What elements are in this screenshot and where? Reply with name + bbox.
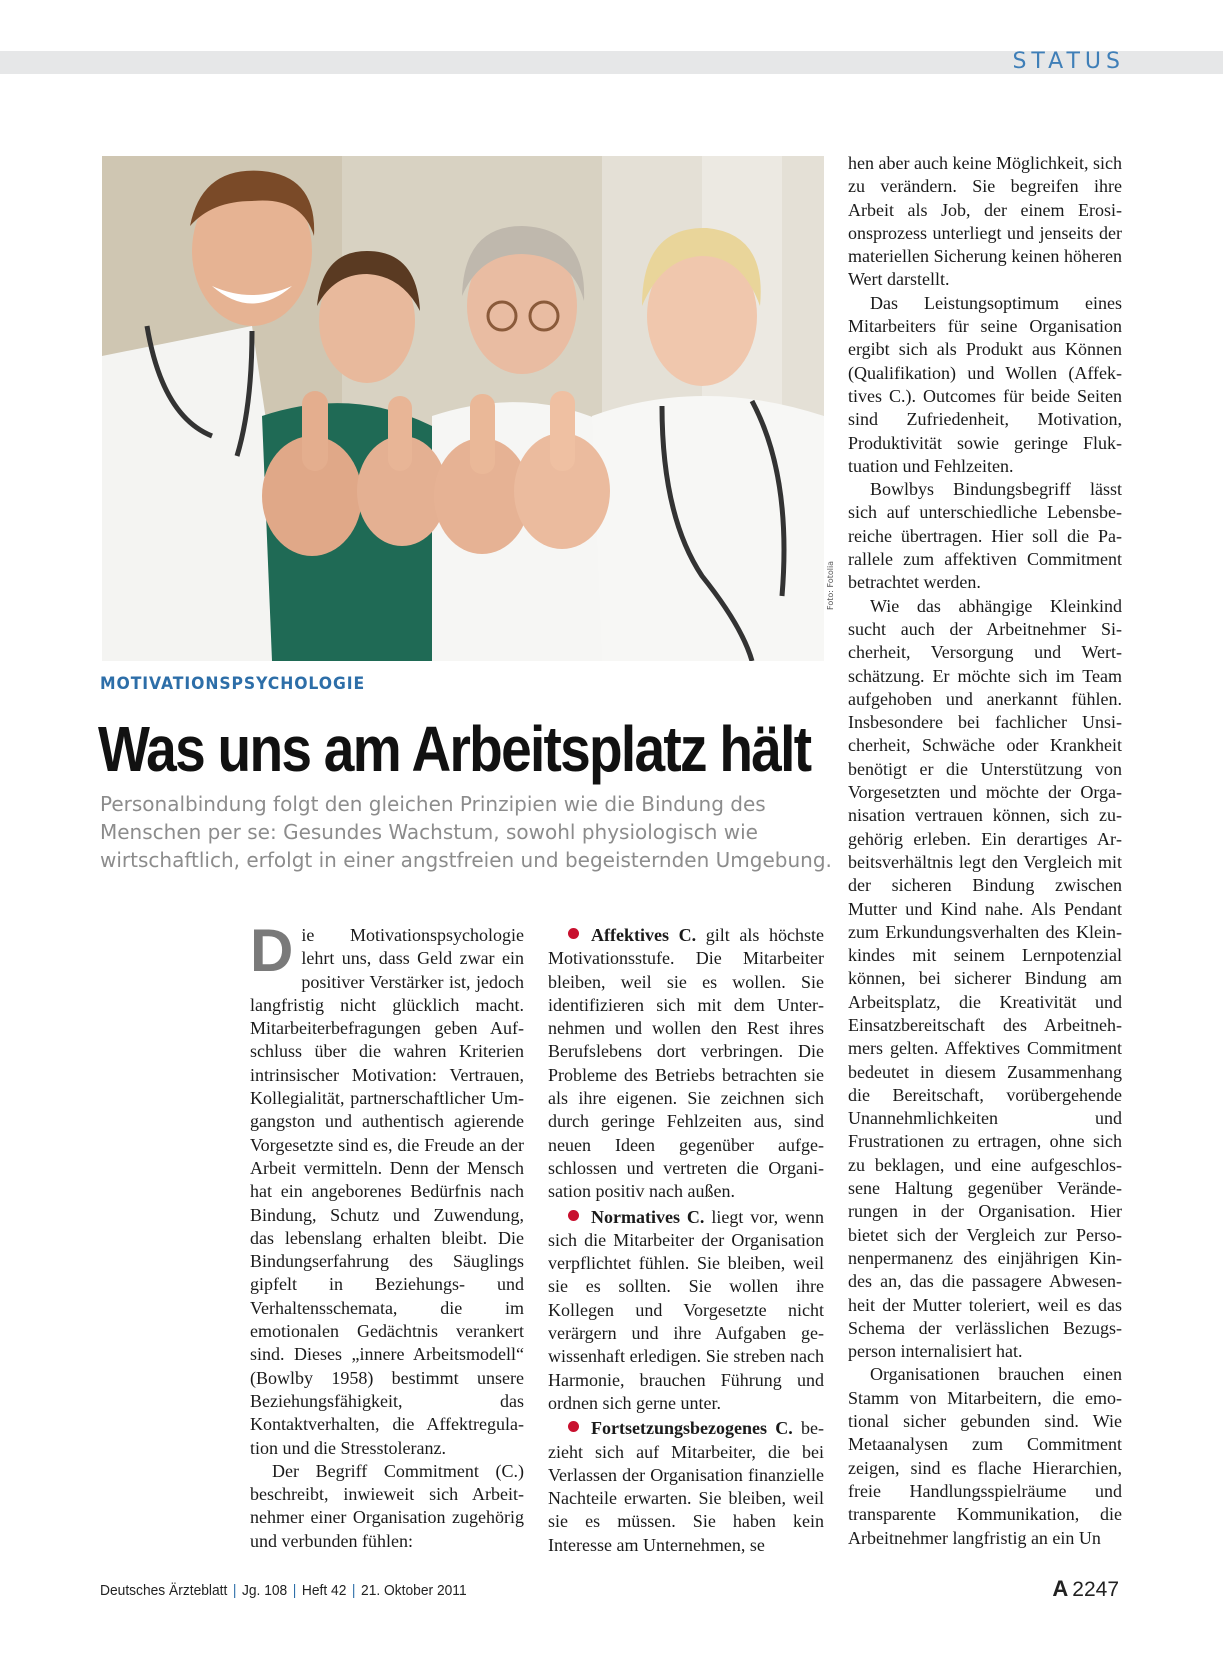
journal-date: 21. Oktober 2011: [361, 1582, 467, 1599]
page-footer: [100, 1582, 467, 1599]
article-photo: [102, 156, 824, 661]
paragraph: Organisationen brauchen einen Stamm von Mitarbeitern, die emotional sicher gebunden sind. Wie Metaanalysen zum Commitment zeigen, sind es flache Hierarchien, freie Handlungsspielräume und transparente Kommunikation, die Arbeitnehmer langfristig an ein Un: [848, 1364, 1122, 1548]
separator: |: [351, 1582, 356, 1599]
list-item: [548, 1206, 824, 1416]
text-column-2: [548, 924, 824, 1557]
list-item-text: liegt vor, wenn sich die Mitarbeiter der Organisation verpflichtet fühlen. Sie bleiben, weil sie es sollten. Sie wollen ihre Kollegen und Vorgesetzte nicht verärgern und ihre Aufgaben gewissenhaft erledigen. Sie streben nach Harmonie, brauchen Führung und ordnen sich gerne unter.: [548, 1206, 824, 1413]
paragraph: [250, 917, 524, 1460]
article-headline: Was uns am Arbeitsplatz hält: [98, 713, 811, 785]
drop-cap: D: [250, 917, 294, 984]
paragraph-text: ie Motivationspsychologie lehrt uns, dass Geld zwar ein positiver Verstärker ist, jedoch langfristig nicht glücklich macht. Mitarbeiterbefragungen geben Aufschluss über die wahren Kriterien intrinsischer Motivation: Vertrauen, Kollegialität, partnerschaftlicher Umgangston und authentisch agierende Vorgesetzte sind es, die Freude an der Arbeit vermitteln. Denn der Mensch hat ein angeborenes Bedürfnis nach Bindung, Schutz und Zuwendung, das lebenslang erhalten bleibt. Die Bindungserfahrung des Säuglings gipfelt in Beziehungs- und Verhaltensschemata, die im emotionalen Gedächtnis verankert sind. Dieses „innere Arbeitsmodell“ (Bowlby 1958) bestimmt unsere Beziehungsfähigkeit, das Kontaktverhalten, die Affektregulation und die Stresstoleranz.: [250, 925, 524, 1458]
paragraph: hen aber auch keine Möglichkeit, sich zu verändern. Sie begreifen ihre Arbeit als Job, der einem Erosionsprozess unterliegt und jenseits der materiellen Sicherung keinen höheren Wert darstellt.: [848, 153, 1122, 290]
paragraph: Wie das abhängige Kleinkind sucht auch der Arbeitnehmer Sicherheit, Versorgung und Wertschätzung. Er möchte sich im Team aufgehoben und anerkannt fühlen. Insbesondere bei fachlicher Unsicherheit, Schwäche oder Krankheit benötigt er die Unterstützung von Vorgesetzten und möchte der Organisation vertrauen können, sich zugehörig erleben. Ein derartiges Arbeitsverhältnis legt den Vergleich mit der sicheren Bindung zwischen Mutter und Kind nahe. Als Pendant zum Erkundungsverhalten des Kleinkindes mit seinem Lernpotenzial können, bei sicherer Bindung am Arbeitsplatz, die Kreativität und Einsatzbereitschaft des Arbeitnehmers gelten. Affektives Commitment bedeutet in diesem Zusammenhang die Bereitschaft, vorübergehende Unannehmlichkeiten und Frustrationen zu ertragen, ohne sich zu beklagen, und eine aufgeschlossene Haltung gegenüber Veränderungen in der Organisation. Hier bietet sich der Vergleich zur Personenpermanenz des einjährigen Kindes an, das die passagere Abwesenheit der Mutter toleriert, weil es das Schema der verlässlichen Bezugsperson internalisiert hat.: [848, 595, 1122, 1362]
lede-line: Personalbindung folgt den gleichen Prinzipien wie die Bindung des: [100, 792, 766, 816]
text-column-1: [250, 917, 524, 1553]
paragraph: Der Begriff Commitment (C.) beschreibt, inwieweit sich Arbeitnehmer einer Organisation zugehörig und verbunden fühlen:: [250, 1460, 524, 1551]
page-number-value: 2247: [1072, 1578, 1119, 1601]
article-lede: [100, 790, 840, 874]
list-item-term: Affektives C.: [591, 925, 697, 945]
list-item: [548, 1417, 824, 1557]
bullet-icon: [568, 928, 579, 939]
list-item-text: gilt als höchste Motivationsstufe. Die Mitarbeiter bleiben, weil sie es wollen. Sie identifizieren sich mit dem Unternehmen und wollen den Rest ihres Berufslebens dort verbringen. Die Probleme des Betriebs betrachten sie als ihre eigenen. Sie zeichnen sich durch geringe Fehlzeiten aus, sind neuen Ideen gegenüber aufgeschlossen und vertreten die Organisation positiv nach außen.: [548, 925, 824, 1202]
photo-credit: Foto: Fotolia: [826, 560, 835, 610]
lede-line: Menschen per se: Gesundes Wachstum, sowohl physiologisch wie: [100, 820, 758, 844]
paragraph: Das Leistungsoptimum eines Mitarbeiters für seine Organisation ergibt sich als Produkt aus Können (Qualifikation) und Wollen (Affektives C.). Outcomes für beide Seiten sind Zufriedenheit, Motivation, Produktivität sowie geringe Fluktuation und Fehlzeiten.: [848, 292, 1122, 476]
group-photo-doctors-icon: [102, 156, 824, 661]
bullet-icon: [568, 1210, 579, 1221]
section-label: STATUS: [1012, 49, 1125, 74]
separator: |: [292, 1582, 297, 1599]
journal-volume: Jg. 108: [241, 1582, 288, 1599]
list-item-term: Normatives C.: [591, 1206, 705, 1227]
separator: |: [232, 1582, 237, 1599]
journal-issue: Heft 42: [301, 1582, 347, 1599]
page-prefix: A: [1052, 1576, 1069, 1601]
list-item-text: bezieht sich auf Mitarbeiter, die bei Verlassen der Organisation finanzielle Nachteile erwarten. Sie bleiben, weil sie es müssen. Sie haben kein Interesse am Unternehmen, se: [548, 1418, 824, 1555]
paragraph: Bowlbys Bindungsbegriff lässt sich auf unterschiedliche Lebensbereiche übertragen. Hier soll die Parallele zum affektiven Commitment betrachtet werden.: [848, 479, 1122, 593]
list-item: [548, 924, 824, 1204]
text-column-3: [848, 152, 1122, 1550]
bullet-icon: [568, 1421, 579, 1432]
journal-name: Deutsches Ärzteblatt: [100, 1582, 228, 1599]
lede-line: wirtschaftlich, erfolgt in einer angstfreien und begeisternden Umgebung.: [100, 848, 832, 872]
list-item-term: Fortsetzungsbezogenes C.: [591, 1418, 793, 1439]
page-number: [1052, 1576, 1119, 1602]
article-kicker: MOTIVATIONSPSYCHOLOGIE: [100, 674, 366, 694]
